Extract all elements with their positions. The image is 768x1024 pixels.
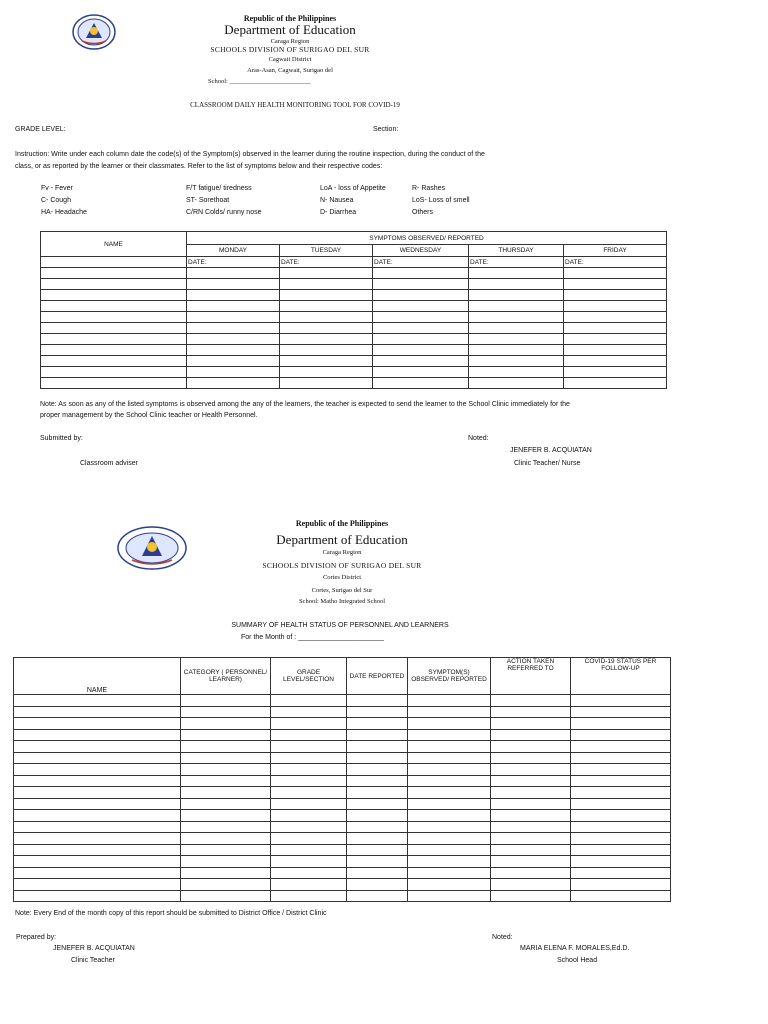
table-cell[interactable] (14, 810, 181, 822)
table-cell[interactable] (14, 741, 181, 753)
table-cell[interactable] (14, 844, 181, 856)
table-cell[interactable] (347, 741, 408, 753)
table-cell[interactable] (41, 378, 187, 389)
date-label-wednesday[interactable]: DATE: (373, 257, 469, 268)
table-cell[interactable] (469, 345, 564, 356)
table-cell[interactable] (280, 378, 373, 389)
table-cell[interactable] (187, 323, 280, 334)
table-row (41, 279, 667, 290)
name-header: NAME (41, 232, 187, 257)
table-cell[interactable] (347, 856, 408, 868)
table-cell[interactable] (491, 856, 571, 868)
table-cell[interactable] (271, 798, 347, 810)
table-cell[interactable] (408, 752, 491, 764)
school-line: School: _________________________ (208, 78, 311, 85)
note-line-1: Note: As soon as any of the listed symptoms is observed among the any of the learners, the teacher is expected to send the learner to the School Clinic immediately for the (40, 401, 570, 408)
table-cell[interactable] (181, 810, 271, 822)
table-cell[interactable] (280, 312, 373, 323)
table-cell[interactable] (181, 695, 271, 707)
table-cell[interactable] (491, 833, 571, 845)
table-cell[interactable] (408, 821, 491, 833)
table-row (41, 290, 667, 301)
table-cell[interactable] (271, 787, 347, 799)
date-cell-blank (41, 257, 187, 268)
table-cell[interactable] (181, 775, 271, 787)
table-cell[interactable] (271, 810, 347, 822)
table-cell[interactable] (373, 312, 469, 323)
table-cell[interactable] (373, 301, 469, 312)
table-cell[interactable] (408, 718, 491, 730)
table-cell[interactable] (571, 695, 671, 707)
table-cell[interactable] (408, 775, 491, 787)
table-cell[interactable] (469, 290, 564, 301)
table-cell[interactable] (181, 856, 271, 868)
table-cell[interactable] (41, 367, 187, 378)
table-row (41, 378, 667, 389)
table-cell[interactable] (181, 798, 271, 810)
table-cell[interactable] (181, 890, 271, 902)
table-cell[interactable] (408, 729, 491, 741)
table-cell[interactable] (408, 798, 491, 810)
code-loss-smell: LoS- Loss of smell (412, 197, 470, 204)
summary-note: Note: Every End of the month copy of this report should be submitted to District Office / District Clinic (15, 910, 327, 917)
table-row (14, 775, 671, 787)
table-cell[interactable] (347, 729, 408, 741)
address-text: Aras-Asan, Cagwait, Surigao del (247, 67, 333, 74)
table-cell[interactable] (491, 729, 571, 741)
table-cell[interactable] (280, 301, 373, 312)
table-cell[interactable] (469, 312, 564, 323)
nurse-name: JENEFER B. ACQUIATAN (510, 447, 592, 454)
form2-title: SUMMARY OF HEALTH STATUS OF PERSONNEL AND LEARNERS (231, 622, 449, 629)
table-row (14, 798, 671, 810)
instruction-line-1: Instruction: Write under each column date the code(s) of the Symptom(s) observed in the learner during the routine inspection, during the conduct of the (15, 151, 485, 158)
table-cell[interactable] (491, 844, 571, 856)
code-sorethroat: ST- Sorethoat (186, 197, 230, 204)
code-fever: Fv - Fever (41, 185, 73, 192)
table-cell[interactable] (14, 821, 181, 833)
table-cell[interactable] (280, 268, 373, 279)
table-cell[interactable] (187, 334, 280, 345)
table-cell[interactable] (271, 741, 347, 753)
table-row (14, 706, 671, 718)
table-cell[interactable] (469, 378, 564, 389)
table-cell[interactable] (373, 268, 469, 279)
table-row (41, 323, 667, 334)
table-cell[interactable] (571, 821, 671, 833)
table-cell[interactable] (271, 706, 347, 718)
table-row (41, 312, 667, 323)
table-cell[interactable] (181, 752, 271, 764)
table-cell[interactable] (571, 741, 671, 753)
division-text: SCHOOLS DIVISION OF SURIGAO DEL SUR (210, 45, 370, 54)
table-cell[interactable] (408, 879, 491, 891)
table-cell[interactable] (469, 356, 564, 367)
district-text: Cagwait District (268, 56, 312, 63)
table-cell[interactable] (564, 356, 667, 367)
table-cell[interactable] (571, 810, 671, 822)
table-cell[interactable] (187, 378, 280, 389)
code-headache: HA- Headache (41, 209, 87, 216)
table-cell[interactable] (271, 844, 347, 856)
table-cell[interactable] (571, 890, 671, 902)
table-cell[interactable] (347, 810, 408, 822)
region-text: Caraga Region (270, 38, 310, 45)
table-cell[interactable] (571, 752, 671, 764)
date-reported-header: DATE REPORTED (347, 658, 408, 695)
table-cell[interactable] (181, 706, 271, 718)
classroom-adviser-label: Classroom adviser (80, 460, 138, 467)
table-row (14, 810, 671, 822)
grade-level-label: GRADE LEVEL: (15, 126, 66, 133)
table-cell[interactable] (564, 334, 667, 345)
table-cell[interactable] (41, 356, 187, 367)
table-row (41, 356, 667, 367)
day-header-friday: FRIDAY (564, 245, 667, 257)
code-diarrhea: D- Diarrhea (320, 209, 357, 216)
table-cell[interactable] (271, 821, 347, 833)
table-cell[interactable] (408, 833, 491, 845)
table-cell[interactable] (41, 345, 187, 356)
table-cell[interactable] (347, 706, 408, 718)
republic-text: Republic of the Philippines (295, 519, 389, 528)
table-cell[interactable] (469, 301, 564, 312)
covid-status-header: COVID-19 STATUS PER FOLLOW-UP (571, 658, 671, 695)
form1-title: CLASSROOM DAILY HEALTH MONITORING TOOL FOR COVID-19 (190, 101, 400, 109)
school-head-name: MARIA ELENA F. MORALES,Ed.D. (520, 945, 630, 952)
nurse-title: Clinic Teacher/ Nurse (514, 460, 581, 467)
table-cell[interactable] (14, 764, 181, 776)
grade-level-header: GRADE LEVEL/SECTION (271, 658, 347, 695)
table-cell[interactable] (408, 695, 491, 707)
table-cell[interactable] (347, 764, 408, 776)
instruction-line-2: class, or as reported by the learner or their classmates. Refer to the list of symptoms below and their respective codes: (15, 163, 383, 170)
table-cell[interactable] (571, 844, 671, 856)
table-row (14, 844, 671, 856)
table-cell[interactable] (181, 844, 271, 856)
table-cell[interactable] (14, 787, 181, 799)
table-row (41, 367, 667, 378)
table-cell[interactable] (469, 279, 564, 290)
table-cell[interactable] (41, 301, 187, 312)
table-cell[interactable] (469, 334, 564, 345)
table-cell[interactable] (408, 741, 491, 753)
table-cell[interactable] (181, 729, 271, 741)
category-header: CATEGORY ( PERSONNEL/ LEARNER) (181, 658, 271, 695)
table-cell[interactable] (271, 695, 347, 707)
table-cell[interactable] (181, 764, 271, 776)
table-cell[interactable] (271, 729, 347, 741)
date-label-thursday[interactable]: DATE: (469, 257, 564, 268)
date-label-monday[interactable]: DATE: (187, 257, 280, 268)
table-cell[interactable] (373, 345, 469, 356)
month-label: For the Month of : ______________________ (241, 634, 384, 641)
table-cell[interactable] (491, 821, 571, 833)
table-cell[interactable] (271, 856, 347, 868)
summary-name-header: NAME (14, 658, 181, 695)
school-head-title: School Head (557, 957, 598, 964)
table-cell[interactable] (41, 312, 187, 323)
table-cell[interactable] (347, 844, 408, 856)
table-cell[interactable] (571, 879, 671, 891)
table-row (14, 821, 671, 833)
table-cell[interactable] (564, 312, 667, 323)
table-cell[interactable] (373, 279, 469, 290)
table-cell[interactable] (41, 323, 187, 334)
prepared-by-label: Prepared by: (16, 934, 57, 941)
preparer-name: JENEFER B. ACQUIATAN (53, 945, 135, 952)
table-cell[interactable] (280, 323, 373, 334)
table-cell[interactable] (491, 810, 571, 822)
department-title: Department of Education (224, 22, 356, 37)
table-cell[interactable] (491, 798, 571, 810)
region-text: Caraga Region (322, 549, 362, 556)
table-cell[interactable] (491, 879, 571, 891)
table-row (14, 695, 671, 707)
daily-monitoring-table (40, 231, 667, 389)
table-cell[interactable] (271, 752, 347, 764)
table-cell[interactable] (408, 856, 491, 868)
table-cell[interactable] (564, 290, 667, 301)
table-cell[interactable] (271, 718, 347, 730)
table-cell[interactable] (564, 279, 667, 290)
table-cell[interactable] (571, 833, 671, 845)
district-text: Cortes District (322, 574, 362, 581)
table-cell[interactable] (181, 833, 271, 845)
table-cell[interactable] (564, 378, 667, 389)
table-cell[interactable] (373, 367, 469, 378)
table-row (14, 752, 671, 764)
table-cell[interactable] (408, 844, 491, 856)
division-text: SCHOOLS DIVISION OF SURIGAO DEL SUR (262, 561, 422, 570)
symptoms-group-header: SYMPTOMS OBSERVED/ REPORTED (187, 232, 667, 245)
table-cell[interactable] (373, 356, 469, 367)
table-cell[interactable] (571, 729, 671, 741)
table-cell[interactable] (347, 718, 408, 730)
table-cell[interactable] (14, 867, 181, 879)
noted-label: Noted: (468, 435, 489, 442)
table-cell[interactable] (187, 279, 280, 290)
table-cell[interactable] (564, 268, 667, 279)
table-cell[interactable] (491, 867, 571, 879)
table-cell[interactable] (373, 323, 469, 334)
table-cell[interactable] (271, 890, 347, 902)
table-cell[interactable] (491, 890, 571, 902)
day-header-monday: MONDAY (187, 245, 280, 257)
table-row (41, 334, 667, 345)
code-cough: C- Cough (41, 197, 71, 204)
day-header-wednesday: WEDNESDAY (373, 245, 469, 257)
table-cell[interactable] (41, 268, 187, 279)
code-nausea: N- Nausea (320, 197, 354, 204)
table-cell[interactable] (564, 345, 667, 356)
table-cell[interactable] (280, 345, 373, 356)
table-cell[interactable] (408, 810, 491, 822)
table-row (41, 301, 667, 312)
table-cell[interactable] (571, 718, 671, 730)
note-line-2: proper management by the School Clinic teacher or Health Personnel. (40, 412, 258, 419)
table-cell[interactable] (491, 752, 571, 764)
day-header-tuesday: TUESDAY (280, 245, 373, 257)
noted-label: Noted: (492, 934, 513, 941)
table-row (41, 345, 667, 356)
table-cell[interactable] (187, 367, 280, 378)
code-colds: C/RN Colds/ runny nose (186, 209, 262, 216)
table-cell[interactable] (14, 718, 181, 730)
table-cell[interactable] (181, 867, 271, 879)
table-cell[interactable] (571, 867, 671, 879)
table-cell[interactable] (491, 695, 571, 707)
table-cell[interactable] (187, 290, 280, 301)
table-cell[interactable] (187, 356, 280, 367)
department-title: Department of Education (276, 532, 408, 547)
table-cell[interactable] (564, 323, 667, 334)
table-cell[interactable] (373, 378, 469, 389)
table-cell[interactable] (491, 787, 571, 799)
table-cell[interactable] (280, 334, 373, 345)
table-cell[interactable] (14, 729, 181, 741)
table-cell[interactable] (347, 867, 408, 879)
table-row (14, 879, 671, 891)
deped-seal-logo (117, 526, 187, 575)
table-cell[interactable] (14, 833, 181, 845)
table-cell[interactable] (408, 764, 491, 776)
table-cell[interactable] (14, 775, 181, 787)
table-cell[interactable] (347, 890, 408, 902)
table-cell[interactable] (271, 879, 347, 891)
table-cell[interactable] (571, 787, 671, 799)
preparer-title: Clinic Teacher (71, 957, 115, 964)
deped-seal-logo (72, 14, 116, 55)
table-row (14, 787, 671, 799)
table-row (14, 729, 671, 741)
table-row (14, 741, 671, 753)
table-cell[interactable] (181, 821, 271, 833)
table-cell[interactable] (14, 695, 181, 707)
table-cell[interactable] (571, 798, 671, 810)
table-cell[interactable] (41, 279, 187, 290)
table-cell[interactable] (14, 752, 181, 764)
table-cell[interactable] (491, 764, 571, 776)
table-cell[interactable] (373, 290, 469, 301)
table-cell[interactable] (408, 787, 491, 799)
date-label-tuesday[interactable]: DATE: (280, 257, 373, 268)
table-cell[interactable] (347, 775, 408, 787)
address-text: Cortes, Surigao del Sur (311, 587, 373, 594)
table-cell[interactable] (181, 787, 271, 799)
table-cell[interactable] (280, 367, 373, 378)
table-cell[interactable] (571, 764, 671, 776)
table-cell[interactable] (571, 856, 671, 868)
table-cell[interactable] (41, 290, 187, 301)
table-cell[interactable] (571, 775, 671, 787)
table-cell[interactable] (347, 695, 408, 707)
table-row (14, 856, 671, 868)
table-cell[interactable] (271, 775, 347, 787)
table-cell[interactable] (373, 334, 469, 345)
table-cell[interactable] (280, 279, 373, 290)
code-rashes: R- Rashes (412, 185, 446, 192)
republic-text: Republic of the Philippines (243, 14, 337, 23)
table-cell[interactable] (14, 798, 181, 810)
table-row (14, 833, 671, 845)
table-cell[interactable] (347, 798, 408, 810)
table-cell[interactable] (564, 367, 667, 378)
table-cell[interactable] (14, 879, 181, 891)
table-cell[interactable] (14, 706, 181, 718)
action-taken-header: ACTION TAKEN REFERRED TO (491, 658, 571, 695)
symptoms-header: SYMPTOM(S) OBSERVED/ REPORTED (408, 658, 491, 695)
table-cell[interactable] (408, 890, 491, 902)
day-header-thursday: THURSDAY (469, 245, 564, 257)
table-cell[interactable] (469, 268, 564, 279)
table-cell[interactable] (187, 268, 280, 279)
table-cell[interactable] (181, 879, 271, 891)
table-cell[interactable] (491, 706, 571, 718)
table-cell[interactable] (14, 856, 181, 868)
table-cell[interactable] (408, 867, 491, 879)
table-cell[interactable] (469, 323, 564, 334)
table-cell[interactable] (491, 718, 571, 730)
code-others: Others (412, 209, 434, 216)
table-cell[interactable] (491, 775, 571, 787)
table-cell[interactable] (271, 867, 347, 879)
table-cell[interactable] (469, 367, 564, 378)
table-cell[interactable] (187, 345, 280, 356)
table-cell[interactable] (187, 301, 280, 312)
table-cell[interactable] (347, 752, 408, 764)
table-cell[interactable] (14, 890, 181, 902)
table-row (14, 867, 671, 879)
table-cell[interactable] (271, 764, 347, 776)
table-cell[interactable] (347, 787, 408, 799)
table-row (41, 268, 667, 279)
table-cell[interactable] (564, 301, 667, 312)
table-row (14, 764, 671, 776)
table-cell[interactable] (280, 356, 373, 367)
table-cell[interactable] (347, 821, 408, 833)
table-cell[interactable] (491, 741, 571, 753)
code-loss-appetite: LoA - loss of Appetite (320, 185, 386, 192)
table-cell[interactable] (347, 879, 408, 891)
table-cell[interactable] (41, 334, 187, 345)
summary-table (13, 657, 671, 902)
table-cell[interactable] (347, 833, 408, 845)
table-row (14, 718, 671, 730)
date-label-friday[interactable]: DATE: (564, 257, 667, 268)
table-row (14, 890, 671, 902)
section-label: Section: (373, 126, 399, 133)
table-cell[interactable] (571, 706, 671, 718)
table-cell[interactable] (181, 718, 271, 730)
table-cell[interactable] (408, 706, 491, 718)
school-text: School: Matho Integrated School (298, 598, 386, 605)
code-fatigue: F/T fatigue/ tiredness (186, 185, 252, 192)
submitted-by-label: Submitted by: (40, 435, 83, 442)
table-cell[interactable] (181, 741, 271, 753)
table-cell[interactable] (280, 290, 373, 301)
table-cell[interactable] (187, 312, 280, 323)
table-cell[interactable] (271, 833, 347, 845)
